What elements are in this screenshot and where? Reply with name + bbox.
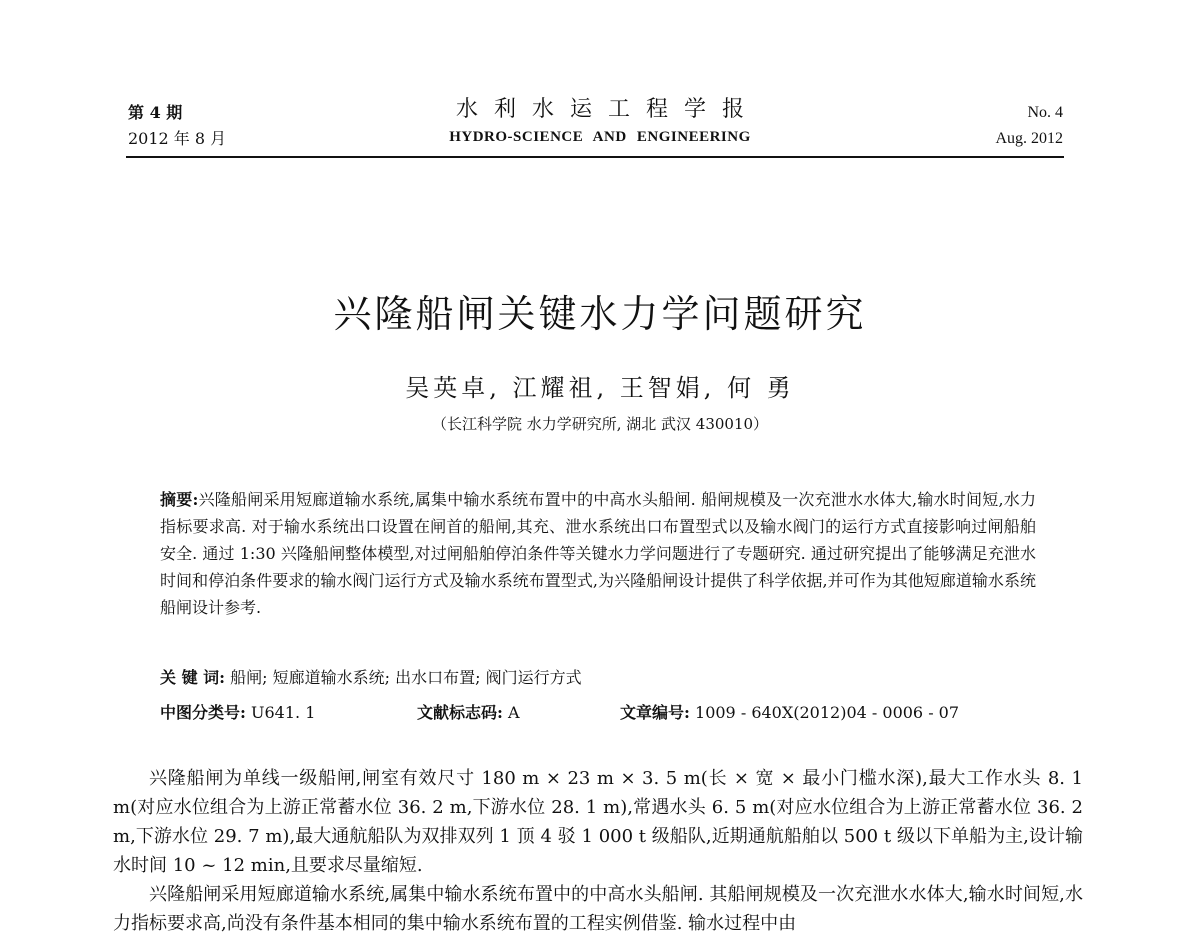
paper-title: 兴隆船闸关键水力学问题研究 — [333, 292, 867, 336]
abstract-label: 摘要: — [160, 490, 199, 509]
body-paragraph-1: 兴隆船闸为单线一级船闸,闸室有效尺寸 180 m × 23 m × 3. 5 m(长 × 宽 × 最小门槛水深),最大工作水头 8. 1 m(对应水位组合为上游正常蓄水位 36. 2 m,下游水位 28. 1 m),常遇水头 6. 5 m(对应水位组合为上游正常蓄水位 36. 2 m,下游水位 29. 7 m),最大通航船队为双排双列 1 顶 4 驳 1 000 t 级船队,近期通航船舶以 500 t 级以下单船为主,设计输水时间 10 ~ 12 min,且要求尽量缩短. — [113, 768, 1083, 876]
body-paragraph-2: 兴隆船闸采用短廊道输水系统,属集中输水系统布置中的中高水头船闸. 其船闸规模及一次充泄水水体大,输水时间短,水力指标要求高,尚没有条件基本相同的集中输水系统布置的工程实例借鉴. 输水过程中由 — [113, 884, 1083, 934]
header-left — [128, 100, 226, 152]
document-code-label: 文献标志码: — [417, 703, 503, 722]
header-rule — [126, 156, 1064, 158]
clc-value: U641. 1 — [251, 703, 316, 722]
publication-date-en: Aug. 2012 — [995, 130, 1063, 147]
keywords-label: 关 键 词: — [160, 668, 226, 687]
journal-name-en: HYDRO-SCIENCE AND ENGINEERING — [449, 129, 751, 145]
body-text — [113, 764, 1083, 938]
article-number — [620, 700, 959, 726]
article-number-value: 1009 - 640X(2012)04 - 0006 - 07 — [695, 703, 960, 722]
keywords — [160, 665, 582, 691]
header-right — [995, 100, 1063, 152]
article-number-label: 文章编号: — [620, 703, 690, 722]
issue-number: 第 4 期 — [128, 103, 183, 122]
journal-name-cn: 水利水运工程学报 — [455, 97, 760, 122]
issue-number-en: No. 4 — [1027, 104, 1063, 121]
document-code — [417, 700, 520, 726]
affiliation: （长江科学院 水力学研究所, 湖北 武汉 430010） — [431, 415, 769, 433]
document-code-value: A — [508, 703, 520, 722]
abstract — [160, 486, 1036, 621]
publication-date-cn: 2012 年 8 月 — [128, 129, 227, 148]
clc-number — [160, 700, 315, 726]
author-list: 吴英卓, 江耀祖, 王智娟, 何 勇 — [405, 374, 795, 402]
keywords-text: 船闸; 短廊道输水系统; 出水口布置; 阀门运行方式 — [230, 668, 582, 687]
clc-label: 中图分类号: — [160, 703, 246, 722]
journal-masthead — [400, 96, 800, 148]
abstract-text: 兴隆船闸采用短廊道输水系统,属集中输水系统布置中的中高水头船闸. 船闸规模及一次充泄水水体大,输水时间短,水力指标要求高. 对于输水系统出口设置在闸首的船闸,其充、泄水系统出口布置型式以及输水阀门的运行方式直接影响过闸船舶安全. 通过 1:30 兴隆船闸整体模型,对过闸船舶停泊条件等关键水力学问题进行了专题研究. 通过研究提出了能够满足充泄水时间和停泊条件要求的输水阀门运行方式及输水系统布置型式,为兴隆船闸设计提供了科学依据,并可作为其他短廊道输水系统船闸设计参考. — [160, 490, 1036, 617]
